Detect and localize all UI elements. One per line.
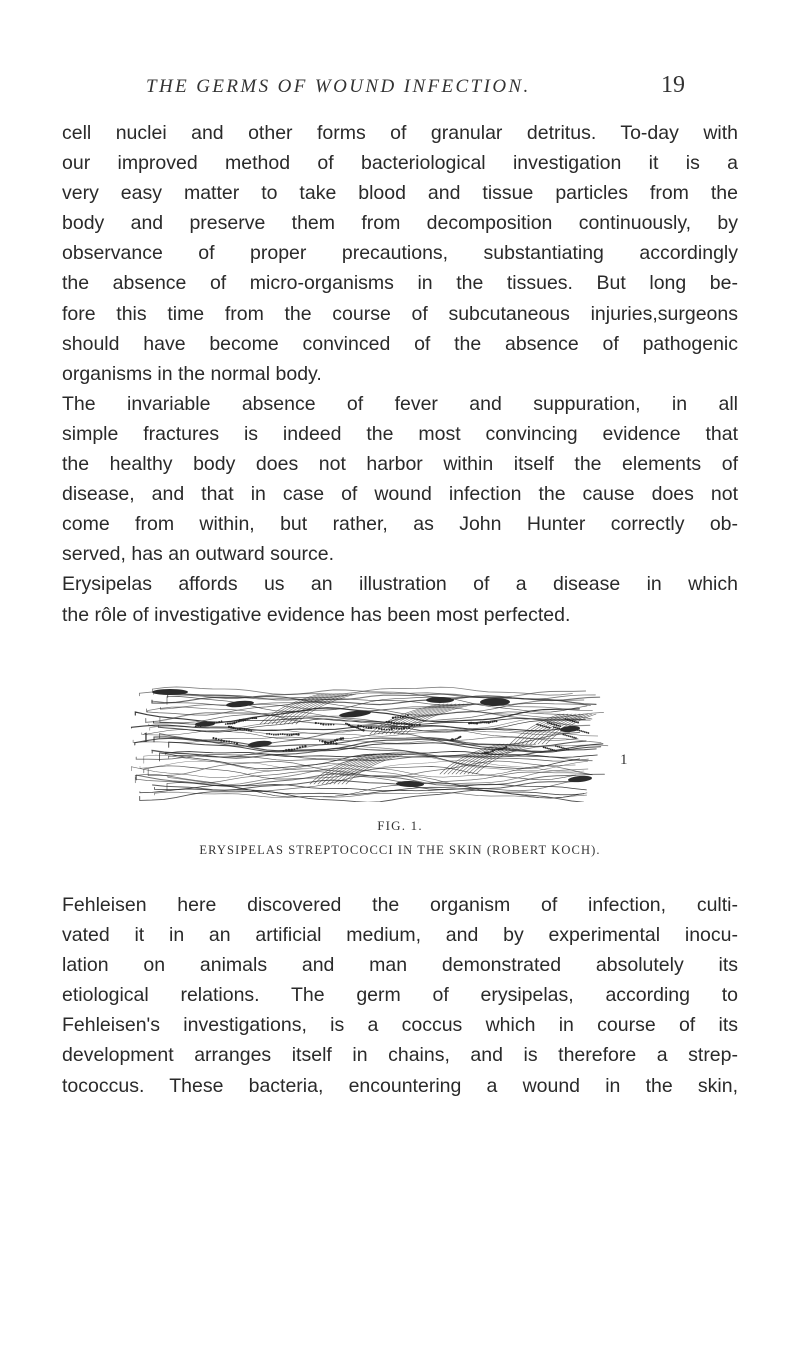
text-line: disease, and that in case of wound infection the cause does not (62, 483, 738, 506)
text-line: served, has an outward source. (62, 543, 335, 566)
text-line: the healthy body does not harbor within itself the elements of (62, 453, 738, 476)
text-line: organisms in the normal body. (62, 362, 322, 385)
text-line: cell nuclei and other forms of granular detritus. To-day with (62, 122, 738, 144)
text-line: etiological relations. The germ of erysipelas, according to (62, 984, 738, 1007)
text-line: Fehleisen here discovered the organism of infection, culti- (62, 894, 738, 916)
text-line: fore this time from the course of subcutaneous injuries,surgeons (62, 302, 738, 325)
text-line: vated it in an artificial medium, and by experimental inocu- (62, 924, 738, 947)
figure-number: FIG. 1. (377, 818, 423, 833)
text-block-upper (62, 118, 738, 630)
running-title: THE GERMS OF WOUND INFECTION. (146, 76, 531, 97)
text-line: Fehleisen's investigations, is a coccus which in course of its (62, 1014, 738, 1037)
text-line: very easy matter to take blood and tissue particles from the (62, 182, 738, 205)
text-line: lation on animals and man demonstrated absolutely its (62, 954, 738, 977)
text-line: come from within, but rather, as John Hunter correctly ob- (62, 513, 738, 536)
text-line: simple fractures is indeed the most convincing evidence that (62, 422, 738, 445)
text-line: the absence of micro-organisms in the tissues. But long be- (62, 272, 738, 295)
text-line: development arranges itself in chains, and is therefore a strep- (62, 1044, 738, 1067)
text-line: observance of proper precautions, substantiating accordingly (62, 242, 738, 265)
skin-section-drawing (110, 684, 630, 802)
text-line: should have become convinced of the absence of pathogenic (62, 332, 738, 355)
text-line: tococcus. These bacteria, encountering a wound in the skin, (62, 1074, 738, 1097)
text-line: the rôle of investigative evidence has been most perfected. (62, 603, 571, 626)
figure-label-left: 1 (142, 730, 150, 746)
figure-illustration (110, 684, 630, 802)
text-line: our improved method of bacteriological investigation it is a (62, 152, 738, 175)
text-line: body and preserve them from decomposition continuously, by (62, 212, 738, 235)
text-block-lower (62, 890, 738, 1101)
figure-label-right: 1 (620, 752, 628, 768)
page-number: 19 (661, 72, 685, 98)
figure-caption: ERYSIPELAS STREPTOCOCCI IN THE SKIN (ROBERT KOCH). (199, 843, 601, 857)
running-head (0, 72, 800, 102)
text-line: The invariable absence of fever and suppuration, in all (62, 392, 738, 415)
text-line: Erysipelas affords us an illustration of a disease in which (62, 573, 738, 596)
